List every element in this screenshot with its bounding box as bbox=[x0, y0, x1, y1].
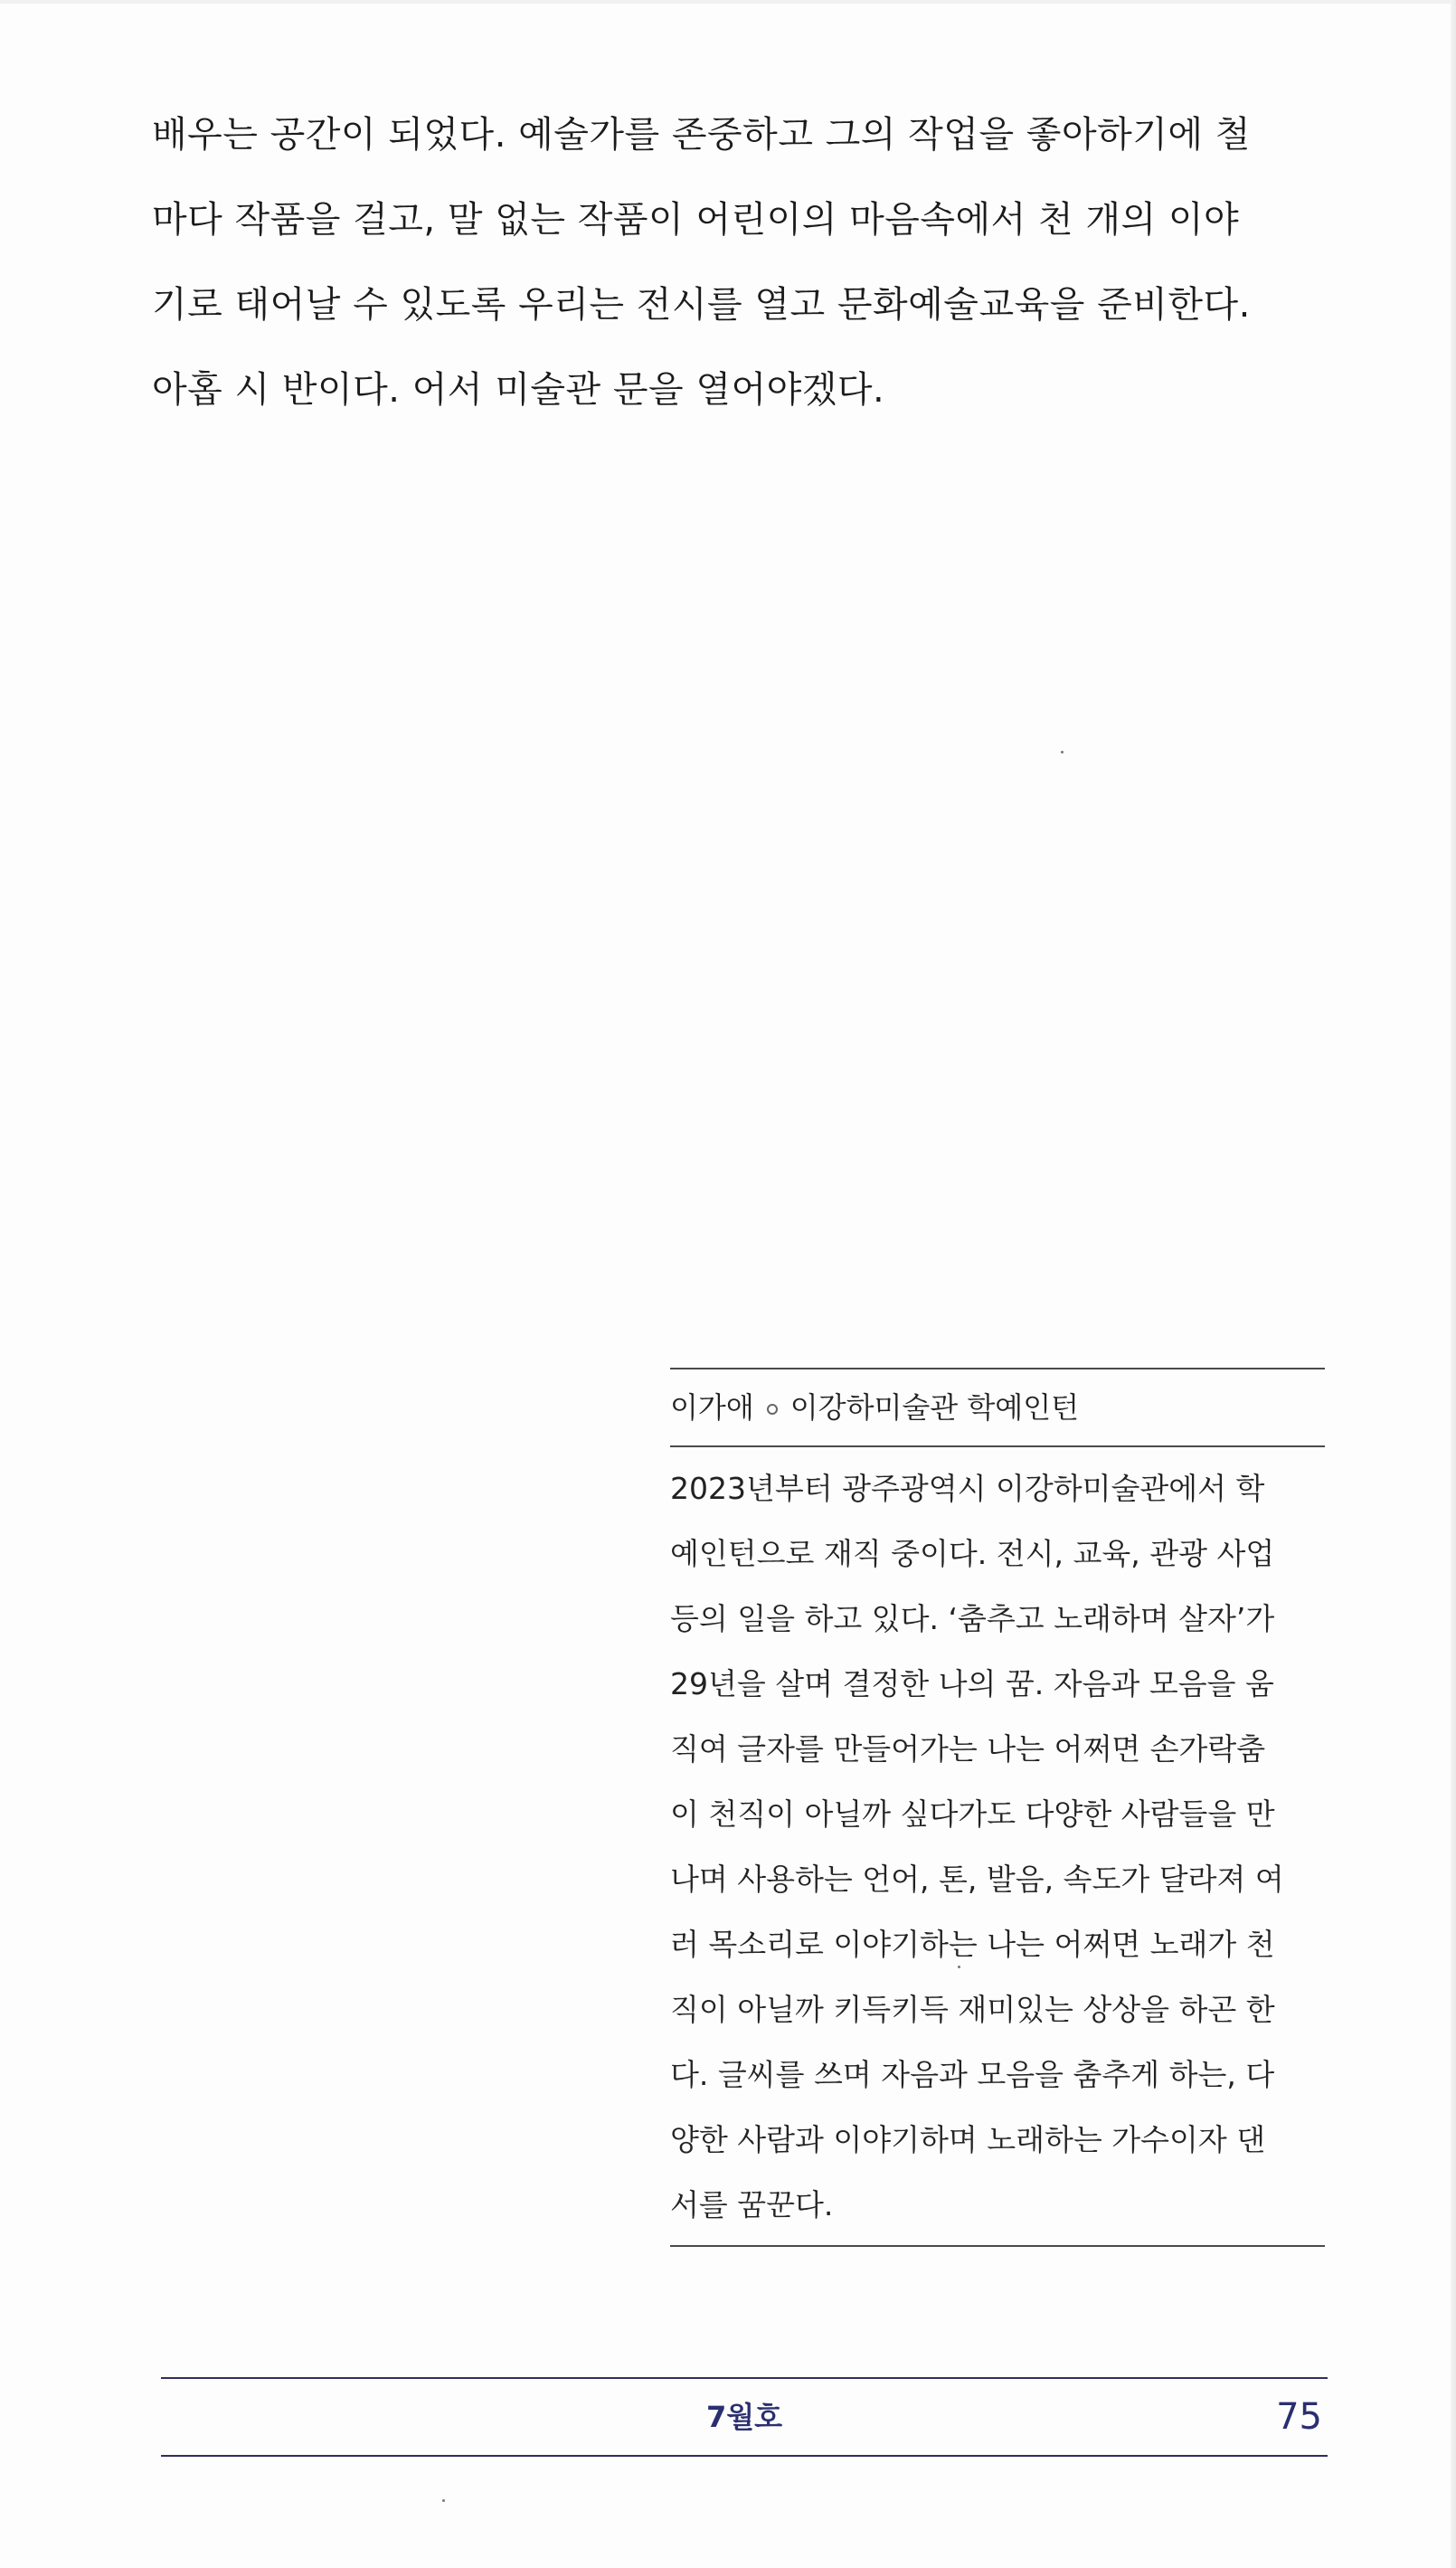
body-line: 기로 태어날 수 있도록 우리는 전시를 열고 문화예술교육을 준비한다. bbox=[152, 284, 1251, 326]
profile-heading bbox=[670, 1369, 1325, 1445]
bio-line: 러 목소리로 이야기하는 나는 어쩌면 노래가 천 bbox=[670, 1927, 1275, 1962]
body-line: 아홉 시 반이다. 어서 미술관 문을 열어야겠다. bbox=[152, 369, 885, 411]
body-paragraph bbox=[152, 92, 1328, 432]
bio-line: 다. 글씨를 쓰며 자음과 모음을 춤추게 하는, 다 bbox=[670, 2057, 1275, 2092]
bio-line: 직이 아닐까 키득키득 재미있는 상상을 하곤 한 bbox=[670, 1992, 1275, 2027]
author-bio bbox=[670, 1447, 1325, 2245]
paper-speck bbox=[1061, 751, 1064, 753]
bio-line: 양한 사람과 이야기하며 노래하는 가수이자 댄 bbox=[670, 2122, 1266, 2157]
body-line: 배우는 공간이 되었다. 예술가를 존중하고 그의 작업을 좋아하기에 철 bbox=[152, 114, 1251, 156]
page-footer bbox=[161, 2377, 1328, 2457]
separator-dot-icon bbox=[767, 1404, 778, 1415]
bio-line: 등의 일을 하고 있다. ‘춤추고 노래하며 살자’가 bbox=[670, 1601, 1275, 1636]
page-number: 75 bbox=[1276, 2396, 1322, 2438]
bio-line: 나며 사용하는 언어, 톤, 발음, 속도가 달라져 여 bbox=[670, 1862, 1284, 1897]
paper-speck bbox=[958, 1966, 960, 1968]
bio-line: 이 천직이 아닐까 싶다가도 다양한 사람들을 만 bbox=[670, 1796, 1275, 1832]
bio-line: 직여 글자를 만들어가는 나는 어쩌면 손가락춤 bbox=[670, 1731, 1266, 1767]
page-top-edge bbox=[0, 0, 1456, 4]
author-name: 이가애 bbox=[670, 1390, 754, 1425]
issue-label: 7월호 bbox=[705, 2400, 783, 2434]
page-right-edge bbox=[1451, 0, 1456, 2568]
bio-line: 2023년부터 광주광역시 이강하미술관에서 학 bbox=[670, 1471, 1265, 1506]
paper-speck bbox=[442, 2499, 445, 2502]
author-profile bbox=[670, 1368, 1325, 2247]
bio-line: 29년을 살며 결정한 나의 꿈. 자음과 모음을 움 bbox=[670, 1666, 1274, 1701]
bio-line: 예인턴으로 재직 중이다. 전시, 교육, 관광 사업 bbox=[670, 1536, 1275, 1571]
profile-bottom-rule bbox=[670, 2245, 1325, 2247]
body-line: 마다 작품을 걸고, 말 없는 작품이 어린이의 마음속에서 천 개의 이야 bbox=[152, 199, 1240, 241]
author-role: 이강하미술관 학예인턴 bbox=[789, 1390, 1080, 1425]
bio-line: 서를 꿈꾼다. bbox=[670, 2187, 834, 2222]
